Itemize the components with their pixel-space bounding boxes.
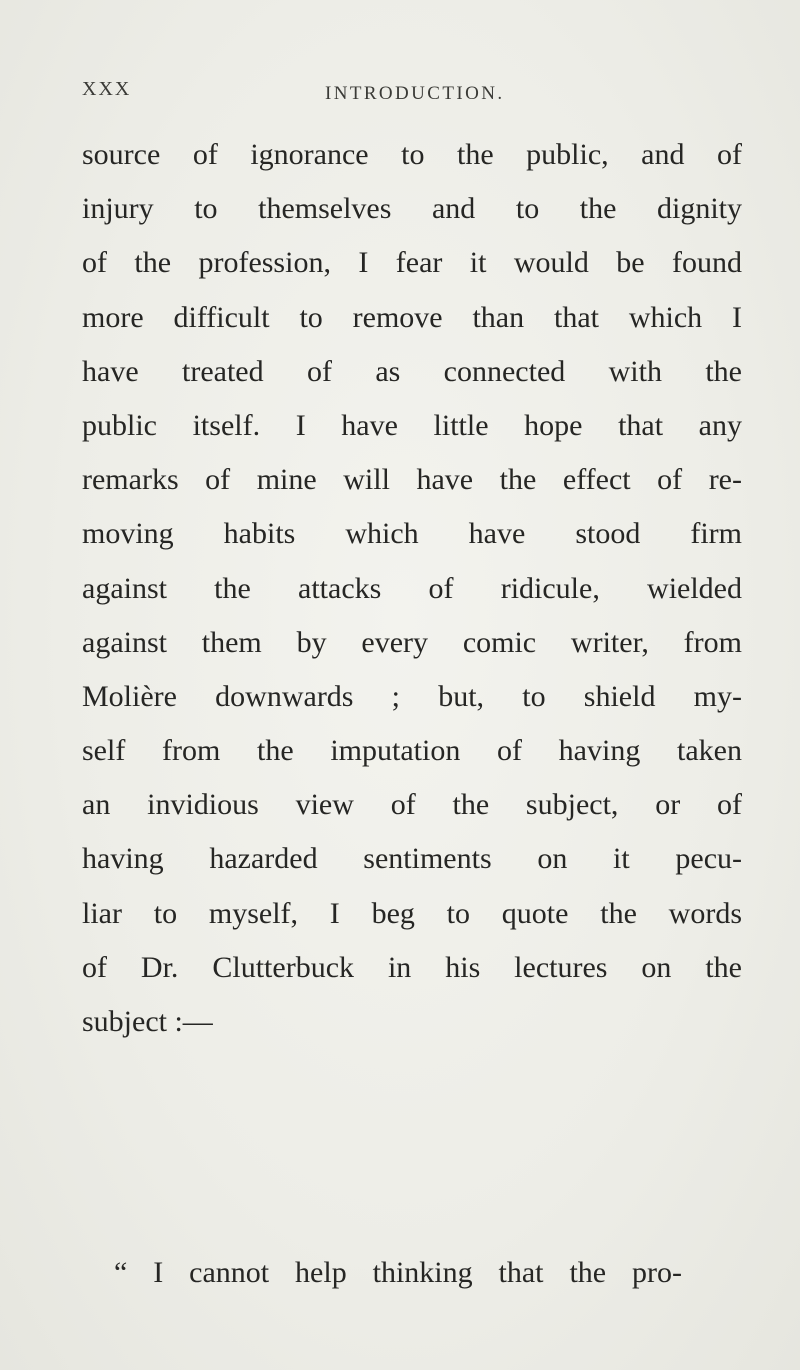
text-line: public itself. I have little hope that any — [82, 408, 742, 442]
text-line: against them by every comic writer, from — [82, 625, 742, 659]
text-line: remarks of mine will have the effect of re- — [82, 463, 742, 497]
page-number: XXX — [82, 78, 132, 100]
text-line: Molière downwards ; but, to shield my- — [82, 679, 742, 713]
text-line: an invidious view of the subject, or of — [82, 788, 742, 822]
text-line: more difficult to remove than that which I — [82, 300, 742, 334]
text-line: source of ignorance to the public, and of — [82, 138, 742, 171]
text-line: of the profession, I fear it would be found — [82, 246, 742, 280]
quotation — [82, 1246, 742, 1300]
running-head: INTRODUCTION. — [325, 83, 505, 104]
text-line: having hazarded sentiments on it pecu- — [82, 842, 742, 876]
text-line: liar to myself, I beg to quote the words — [82, 896, 742, 930]
page-header — [0, 78, 800, 108]
text-line: injury to themselves and to the dignity — [82, 192, 742, 226]
text-line: subject :— — [82, 1005, 213, 1038]
text-line: self from the imputation of having taken — [82, 734, 742, 768]
text-line: of Dr. Clutterbuck in his lectures on the — [82, 950, 742, 984]
text-line: against the attacks of ridicule, wielded — [82, 571, 742, 605]
quote-line: “ I cannot help thinking that the pro- — [114, 1256, 682, 1289]
body-text — [82, 128, 742, 1049]
text-line: moving habits which have stood firm — [82, 517, 742, 551]
text-line: have treated of as connected with the — [82, 354, 742, 388]
